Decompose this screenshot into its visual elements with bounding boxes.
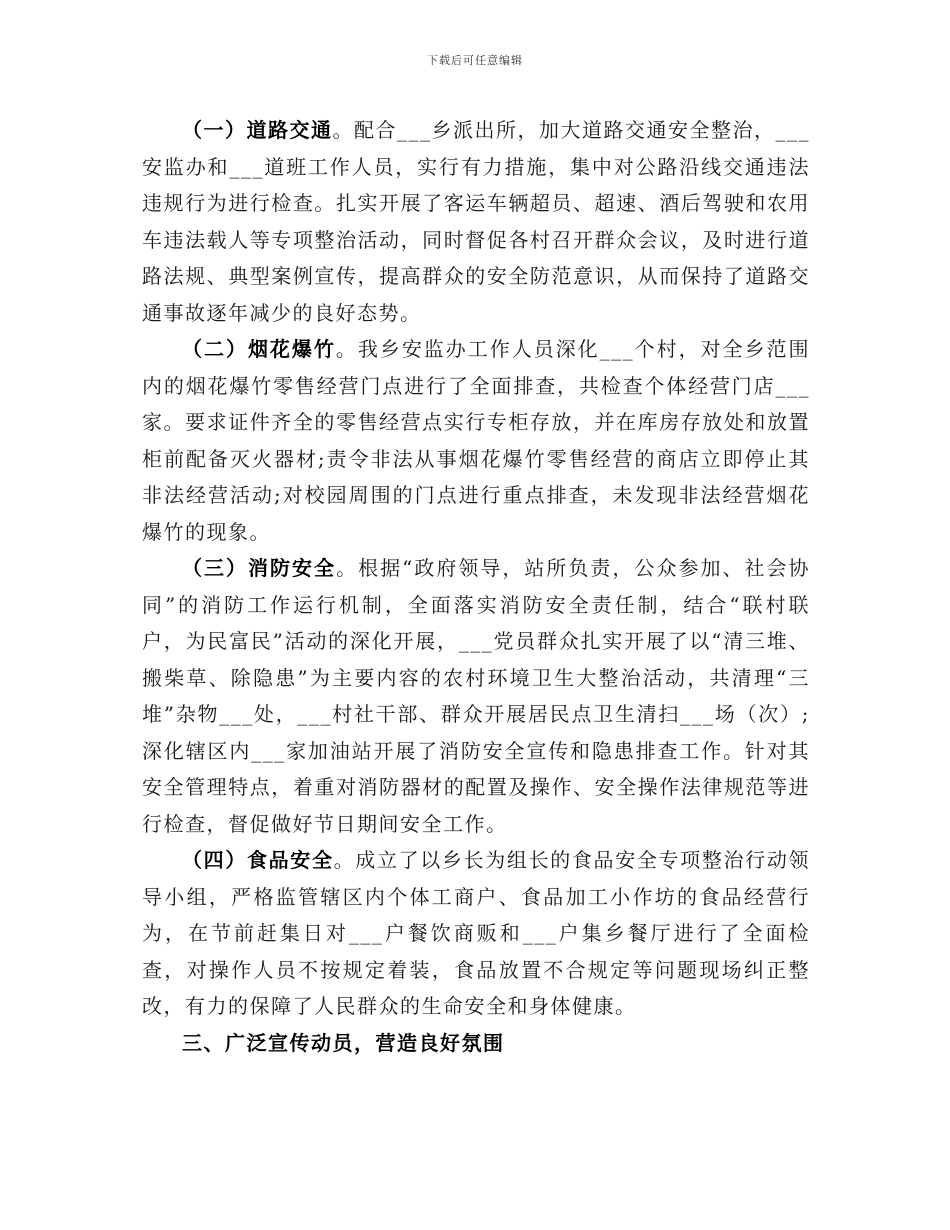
section-text: 。成立了以乡长为组长的食品安全专项整治行动领导小组，严格监管辖区内个体工商户、食品加工小作坊的食品经营行为，在节前赶集日对___户餐饮商贩和___户集乡餐厅进行了全面检查，对操作人员不按规定着装，食品放置不合规定等问题现场纠正整改，有力的保障了人民群众的生命安全和身体健康。 xyxy=(142,848,810,1018)
page-header: 下载后可任意编辑 xyxy=(427,54,523,67)
section-text: 。根据“政府领导，站所负责，公众参加、社会协同”的消防工作运行机制，全面落实消防安全责任制，结合“联村联户，为民富民”活动的深化开展，___党员群众扎实开展了以“清三堆、搬柴草、除隐患”为主要内容的农村环境卫生大整治活动，共清理“三堆”杂物___处，___村社干部、群众开展居民点卫生清扫___场（次）;深化辖区内___家加油站开展了消防安全宣传和隐患排查工作。针对其安全管理特点，着重对消防器材的配置及操作、安全操作法律规范等进行检查，督促做好节日期间安全工作。 xyxy=(142,556,811,836)
section-fireworks xyxy=(142,331,810,550)
section-heading: （三）消防安全 xyxy=(182,556,337,580)
section-road-traffic xyxy=(142,112,810,331)
section-heading: （一）道路交通 xyxy=(182,118,333,142)
section-fire-safety xyxy=(142,550,810,842)
document-body xyxy=(142,112,810,1061)
section-heading: （四）食品安全 xyxy=(182,848,334,872)
chapter-heading: 三、广泛宣传动员，营造良好氛围 xyxy=(182,1030,505,1055)
section-heading: （二）烟花爆竹 xyxy=(182,337,336,361)
section-text: 。我乡安监办工作人员深化___个村，对全乡范围内的烟花爆竹零售经营门点进行了全面排查，共检查个体经营门店___家。要求证件齐全的零售经营点实行专柜存放，并在库房存放处和放置柜前配备灭火器材;责令非法从事烟花爆竹零售经营的商店立即停止其非法经营活动;对校园周围的门点进行重点排查，未发现非法经营烟花爆竹的现象。 xyxy=(142,337,811,544)
section-text: 。配合___乡派出所，加大道路交通安全整治，___安监办和___道班工作人员，实行有力措施，集中对公路沿线交通违法违规行为进行检查。扎实开展了客运车辆超员、超速、酒后驾驶和农用车违法载人等专项整治活动，同时督促各村召开群众会议，及时进行道路法规、典型案例宣传，提高群众的安全防范意识，从而保持了道路交通事故逐年减少的良好态势。 xyxy=(142,118,810,325)
section-food-safety xyxy=(142,842,810,1025)
